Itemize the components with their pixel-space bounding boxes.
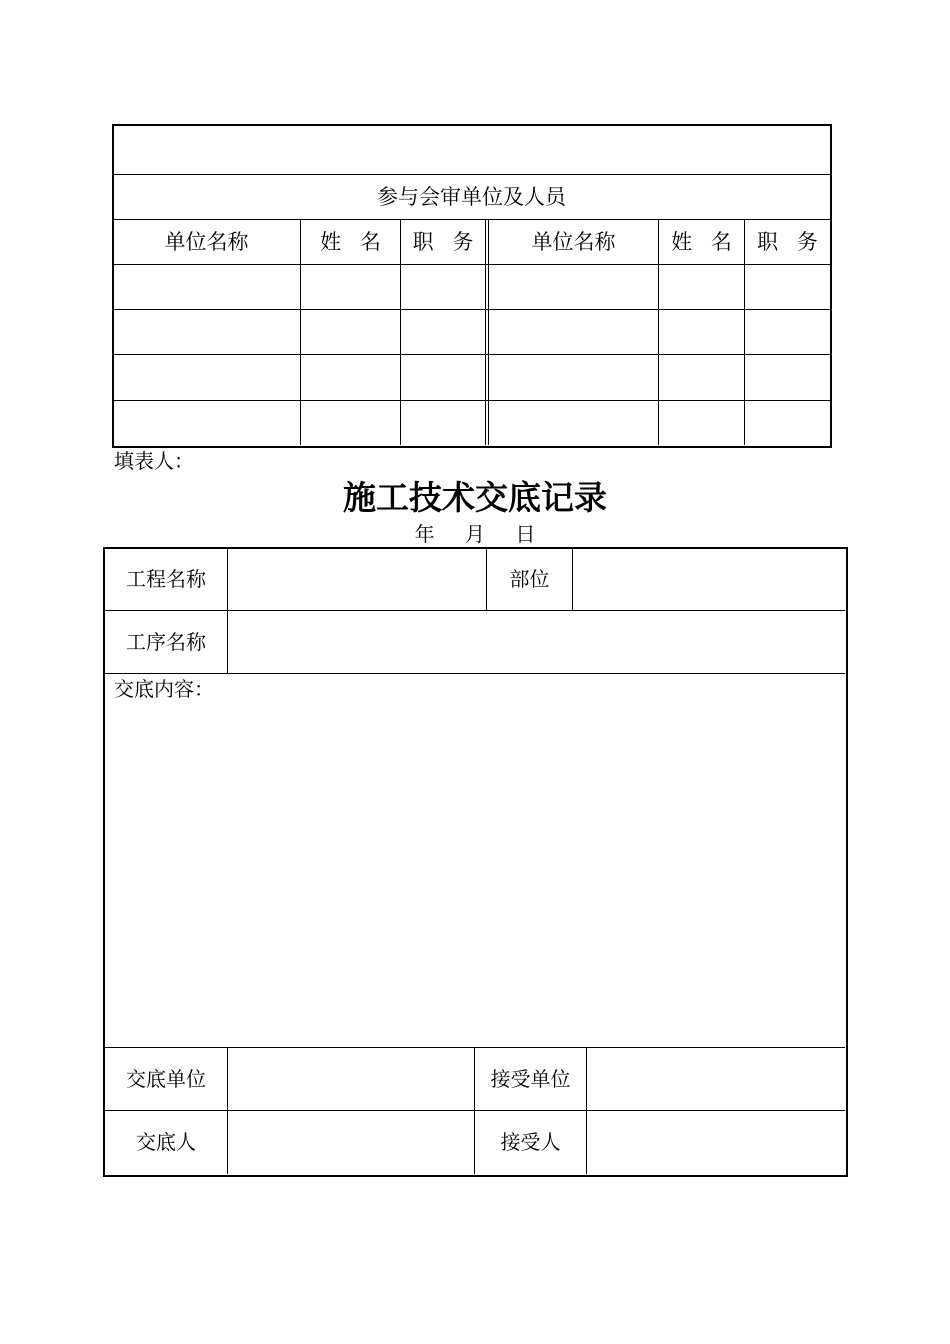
- page-title: 施工技术交底记录: [343, 478, 607, 517]
- review-section-title: 参与会审单位及人员: [377, 185, 566, 209]
- header-unit-name-2: 单位名称: [531, 230, 616, 254]
- header-unit-name-1: 单位名称: [164, 230, 249, 254]
- receiving-unit-label: 接受单位: [490, 1067, 571, 1091]
- location-field[interactable]: [573, 549, 845, 610]
- header-name-2: 姓 名: [671, 230, 732, 254]
- content-label: 交底内容：: [114, 677, 214, 701]
- content-field[interactable]: [106, 702, 844, 1046]
- receiver-field[interactable]: [587, 1111, 845, 1173]
- issuing-unit-label: 交底单位: [126, 1067, 206, 1091]
- issuer-label: 交底人: [136, 1130, 196, 1154]
- date-month: 月: [465, 522, 485, 546]
- project-name-field[interactable]: [228, 549, 486, 610]
- process-name-field[interactable]: [228, 611, 845, 673]
- issuer-field[interactable]: [228, 1111, 474, 1173]
- receiver-label: 接受人: [500, 1130, 561, 1154]
- header-position-1: 职 务: [412, 230, 474, 254]
- table-row[interactable]: [113, 355, 830, 400]
- process-name-label: 工序名称: [126, 630, 206, 654]
- issuing-unit-field[interactable]: [228, 1048, 474, 1110]
- header-name-1: 姓 名: [320, 230, 381, 254]
- location-label: 部位: [509, 567, 550, 591]
- project-name-label: 工程名称: [126, 567, 206, 591]
- date-year: 年: [414, 522, 435, 546]
- record-date: [0, 522, 950, 546]
- table-row[interactable]: [113, 265, 830, 309]
- header-position-2: 职 务: [757, 230, 818, 254]
- receiving-unit-field[interactable]: [587, 1048, 845, 1110]
- table-row[interactable]: [113, 310, 830, 354]
- table-row[interactable]: [113, 401, 830, 444]
- date-day: 日: [515, 522, 536, 546]
- filled-by-label: 填表人：: [114, 449, 194, 473]
